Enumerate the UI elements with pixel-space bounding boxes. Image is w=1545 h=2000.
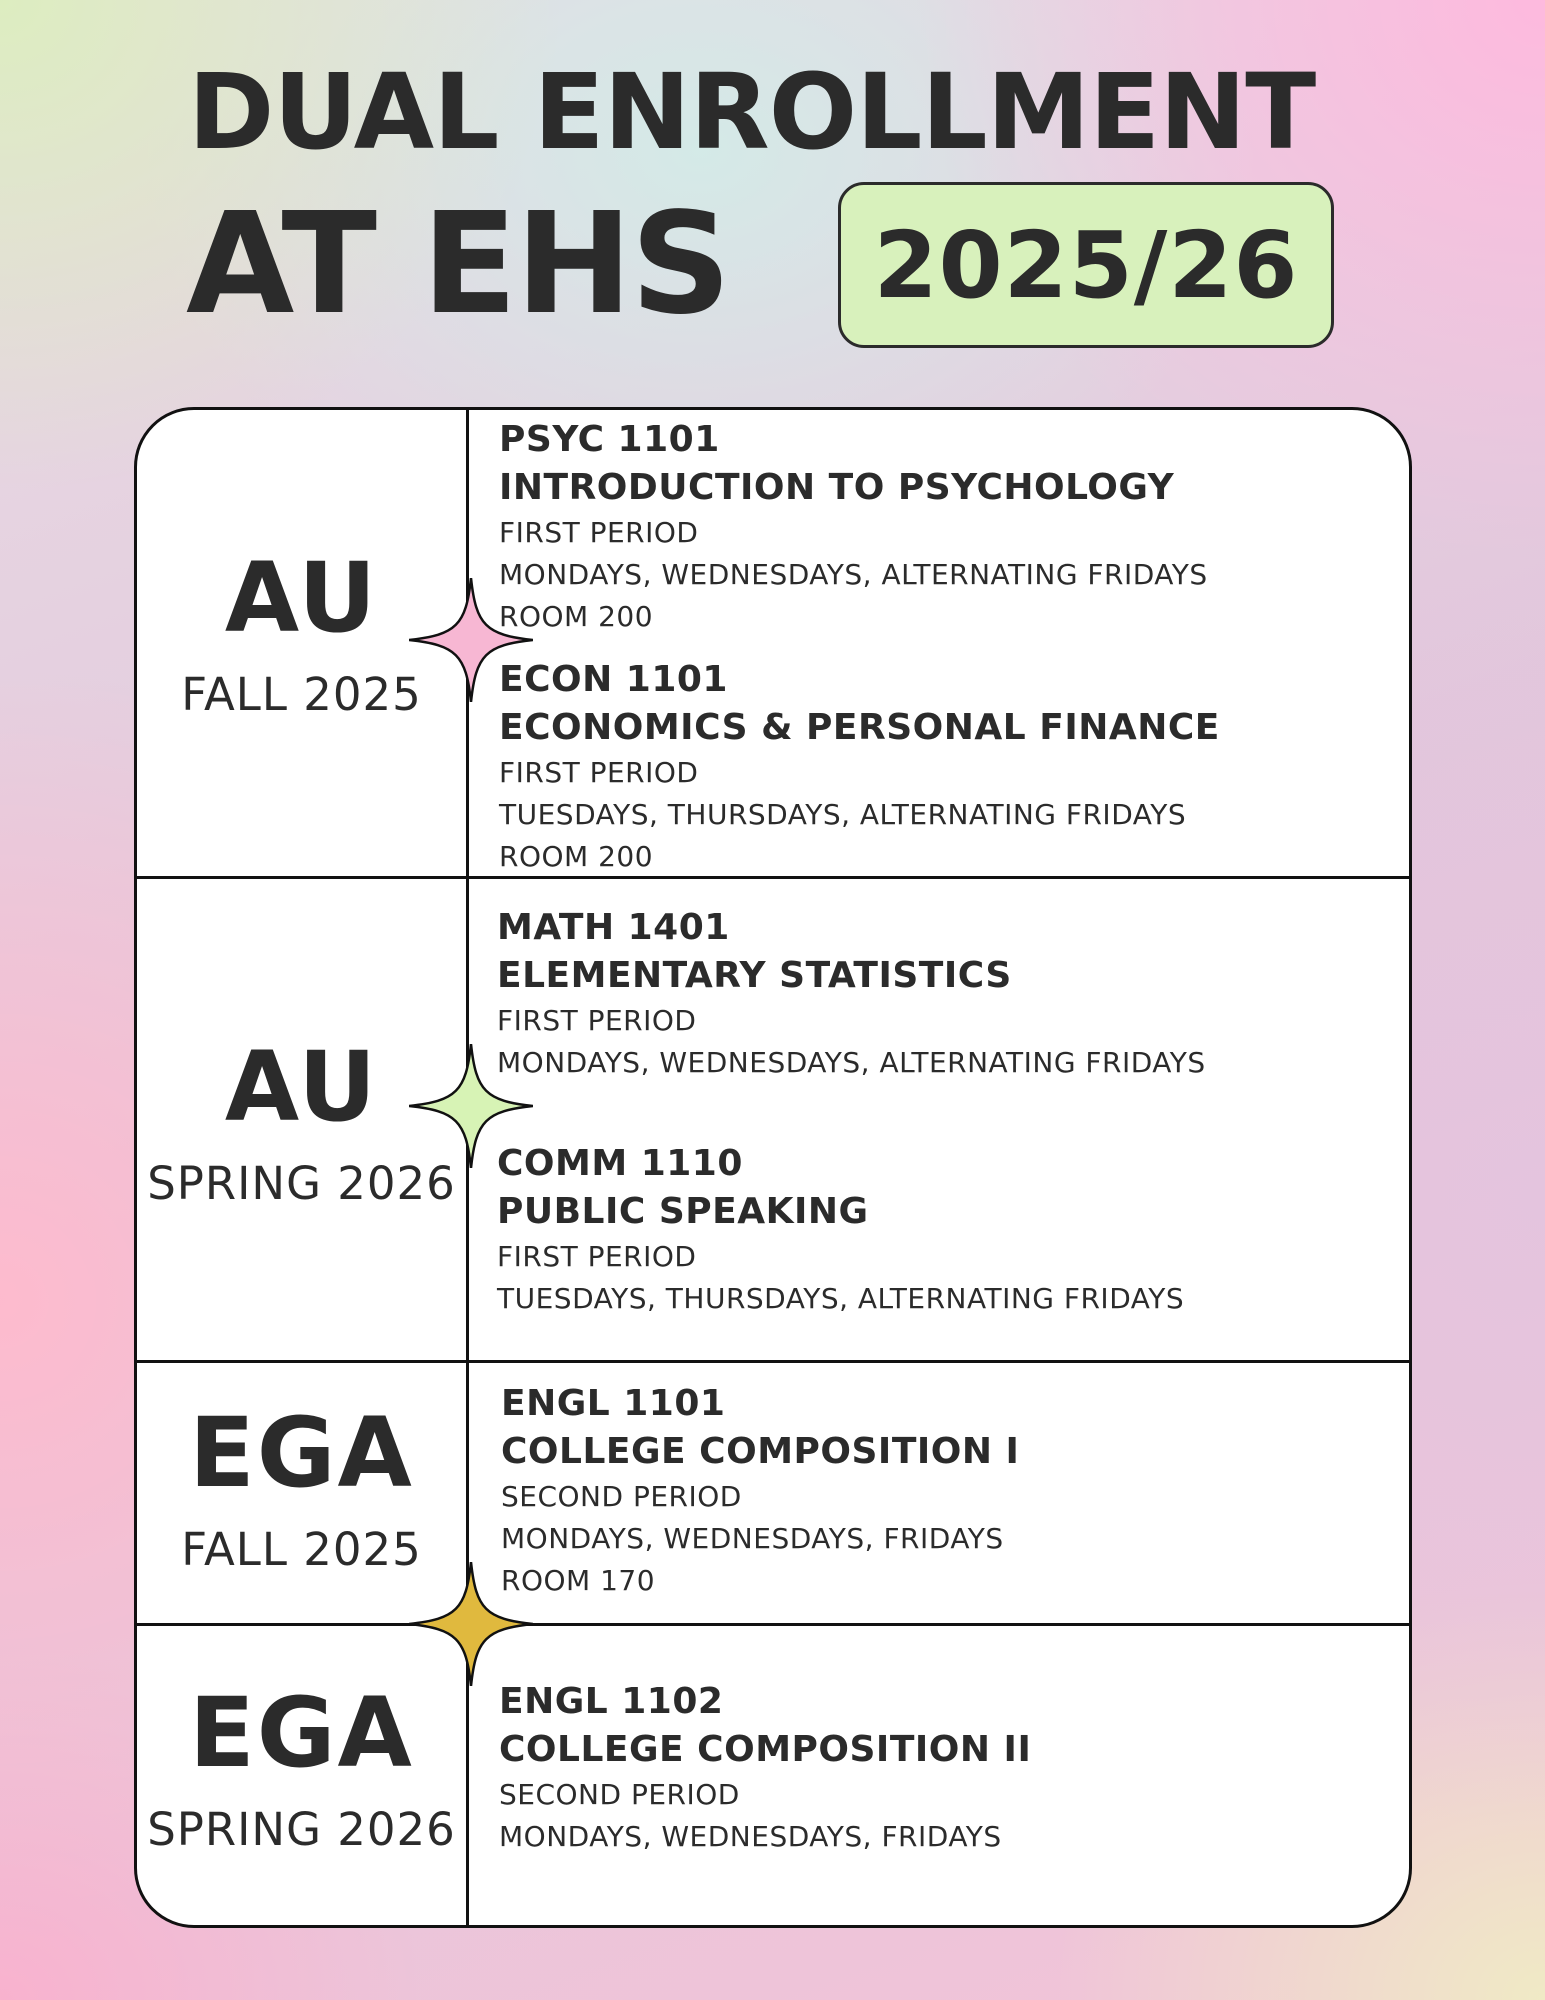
institution-label: AU <box>224 1031 379 1143</box>
course-code: ENGL 1101 <box>501 1383 726 1424</box>
course-code: ECON 1101 <box>499 659 728 700</box>
course-days: MONDAYS, WEDNESDAYS, ALTERNATING FRIDAYS <box>499 558 1208 591</box>
year-badge: 2025/26 <box>838 182 1334 348</box>
course-room: ROOM 200 <box>499 840 654 873</box>
course-code: COMM 1110 <box>497 1143 743 1184</box>
course-engl-1101 <box>501 1380 1401 1602</box>
course-code: ENGL 1102 <box>499 1681 724 1722</box>
course-name: INTRODUCTION TO PSYCHOLOGY <box>499 467 1175 508</box>
course-code: PSYC 1101 <box>499 419 720 460</box>
semester-label: SPRING 2026 <box>147 1803 456 1856</box>
row-divider <box>137 1623 1409 1626</box>
course-period: FIRST PERIOD <box>497 1004 697 1037</box>
course-period: FIRST PERIOD <box>499 756 699 789</box>
term-ega-spring-2026 <box>137 1678 466 1858</box>
course-name: COLLEGE COMPOSITION II <box>499 1729 1032 1770</box>
course-comm-1110 <box>497 1140 1397 1320</box>
course-engl-1102 <box>499 1678 1399 1858</box>
course-room: ROOM 170 <box>501 1564 656 1597</box>
course-room: ROOM 200 <box>499 600 654 633</box>
schedule-card <box>134 407 1412 1928</box>
sparkle-pink-icon <box>409 578 533 702</box>
course-period: SECOND PERIOD <box>501 1480 742 1513</box>
row-divider <box>137 1360 1409 1363</box>
page-title-line2: AT EHS <box>186 183 730 346</box>
course-period: FIRST PERIOD <box>499 516 699 549</box>
term-ega-fall-2025 <box>137 1398 466 1578</box>
institution-label: EGA <box>189 1397 414 1509</box>
sparkle-gold-icon <box>409 1562 533 1686</box>
institution-label: EGA <box>189 1677 414 1789</box>
course-days: MONDAYS, WEDNESDAYS, FRIDAYS <box>501 1522 1004 1555</box>
sparkle-green-icon <box>409 1044 533 1168</box>
course-name: ECONOMICS & PERSONAL FINANCE <box>499 707 1220 748</box>
institution-label: AU <box>224 542 379 654</box>
course-psyc-1101 <box>499 416 1399 638</box>
course-name: ELEMENTARY STATISTICS <box>497 955 1012 996</box>
page-title-line1: DUAL ENROLLMENT <box>188 51 1316 173</box>
course-period: FIRST PERIOD <box>497 1240 697 1273</box>
course-math-1401 <box>497 904 1397 1084</box>
course-days: TUESDAYS, THURSDAYS, ALTERNATING FRIDAYS <box>499 798 1187 831</box>
semester-label: SPRING 2026 <box>147 1157 456 1210</box>
course-days: MONDAYS, WEDNESDAYS, ALTERNATING FRIDAYS <box>497 1046 1206 1079</box>
course-econ-1101 <box>499 656 1399 878</box>
course-days: MONDAYS, WEDNESDAYS, FRIDAYS <box>499 1820 1002 1853</box>
semester-label: FALL 2025 <box>181 1523 422 1576</box>
course-code: MATH 1401 <box>497 907 730 948</box>
course-name: PUBLIC SPEAKING <box>497 1191 869 1232</box>
course-name: COLLEGE COMPOSITION I <box>501 1431 1020 1472</box>
course-days: TUESDAYS, THURSDAYS, ALTERNATING FRIDAYS <box>497 1282 1185 1315</box>
semester-label: FALL 2025 <box>181 668 422 721</box>
course-period: SECOND PERIOD <box>499 1778 740 1811</box>
